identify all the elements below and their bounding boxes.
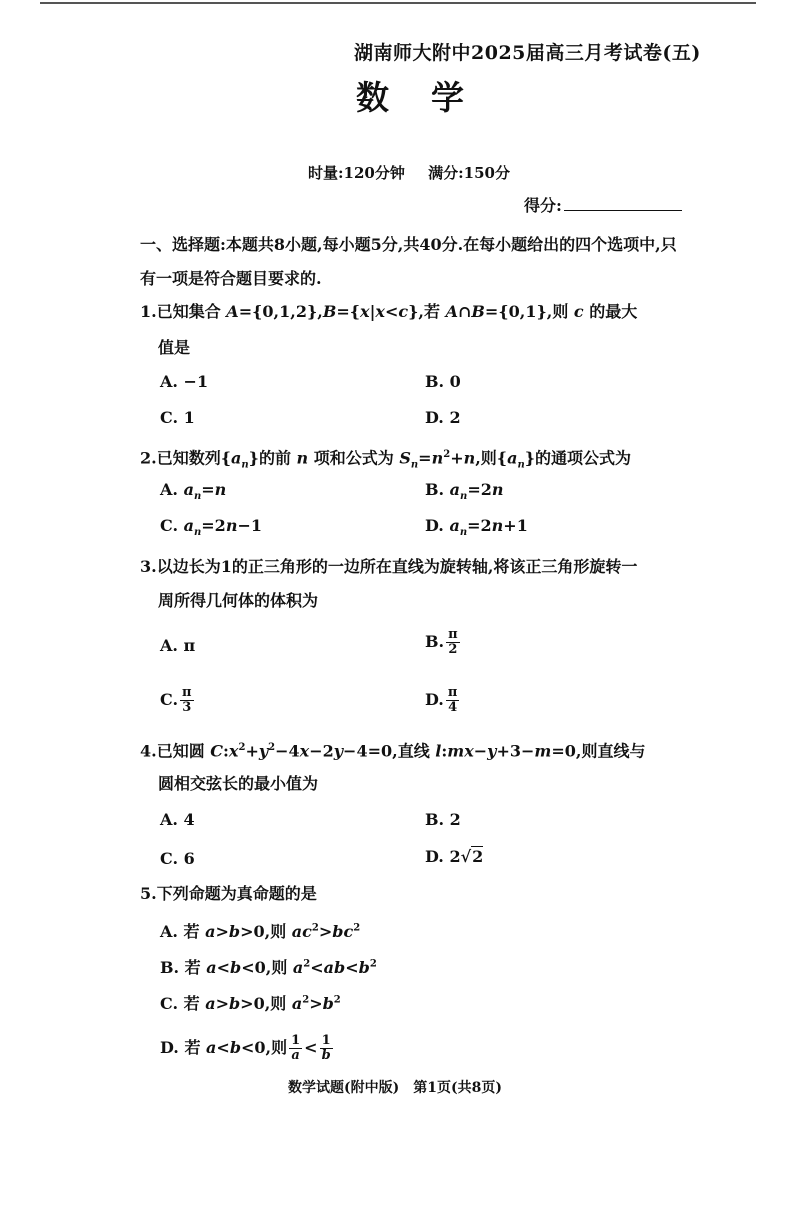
score-blank-line: [564, 196, 682, 211]
question-5: [140, 876, 317, 912]
question-1-line2: 值是: [158, 338, 191, 357]
q3-option-d: D. $\frac{\pi}{4}$: [425, 685, 458, 715]
footer-subject: 数学试题(附中版): [288, 1080, 400, 1096]
page-footer: [288, 1077, 516, 1097]
question-1: 1.已知集合 A={0,1,2},B={x|x<c},若 A∩B={0,1},则 c 的最大: [140, 302, 638, 321]
q4-option-d: D. 2√2: [425, 847, 484, 866]
subject-title: 数学: [356, 78, 506, 117]
q4-option-a: A. 4: [160, 810, 195, 829]
section-instructions: 一、选择题:本题共8小题,每小题5分,共40分.在每小题给出的四个选项中,只有一项是符合题目要求的.: [140, 235, 677, 288]
question-number: 3.: [140, 557, 157, 576]
question-text: 以边长为1的正三角形的一边所在直线为旋转轴,将该正三角形旋转一: [156, 557, 638, 576]
school-exam-title: 湖南师大附中2025届高三月考试卷(五): [354, 42, 701, 64]
question-3: [140, 549, 637, 585]
question-4-line2: 圆相交弦长的最小值为: [158, 774, 319, 793]
q3-option-a: A. π: [160, 636, 196, 655]
top-border-line: [40, 2, 756, 4]
question-number: 4.: [140, 741, 157, 761]
question-3-line2: 周所得几何体的体积为: [158, 591, 319, 610]
q2-option-a: A. $a_n=n$: [160, 480, 227, 503]
q1-option-a: A. −1: [160, 372, 209, 391]
footer-page-number: 第1页(共8页): [413, 1080, 502, 1096]
q3-option-b: B. $\frac{\pi}{2}$: [425, 627, 458, 657]
full-score: 满分:150分: [428, 164, 510, 182]
question-number: 2.: [140, 448, 157, 468]
score-label: 得分:: [524, 196, 562, 215]
question-text: 已知集合: [156, 302, 221, 321]
question-number: 5.: [140, 884, 157, 903]
q4-option-c: C. 6: [160, 849, 195, 868]
question-text: 下列命题为真命题的是: [156, 884, 317, 903]
q2-option-d: D. $a_n=2n+1$: [425, 516, 528, 539]
q1-option-d: D. 2: [425, 408, 461, 427]
q5-option-b: B. 若 a<b<0,则 $a^2<ab<b^2$: [160, 958, 377, 977]
question-2: 2.已知数列$\{a_n\}$的前 n 项和公式为 $S_n=n^2+n$,则$\{a_n\}$的通项公式为: [140, 448, 632, 471]
q1-option-b: B. 0: [425, 372, 461, 391]
q4-option-b: B. 2: [425, 810, 461, 829]
q3-option-c: C. $\frac{\pi}{3}$: [160, 685, 192, 715]
question-number: 1.: [140, 302, 157, 321]
q5-option-a: A. 若 a>b>0,则 $ac^2>bc^2$: [160, 922, 361, 941]
q2-option-c: C. $a_n=2n-1$: [160, 516, 262, 539]
score-field: [524, 193, 682, 216]
exam-info: [308, 162, 528, 183]
q2-option-b: B. $a_n=2n$: [425, 480, 504, 503]
question-4: 4.已知圆 $C:x^2+y^2-4x-2y-4=0$,直线 l:mx−y+3−m=0,则直线与: [140, 741, 646, 761]
time-limit: 时量:120分钟: [308, 164, 405, 182]
q5-option-c: C. 若 a>b>0,则 $a^2>b^2$: [160, 994, 341, 1013]
q1-option-c: C. 1: [160, 408, 195, 427]
q5-option-d: D. 若 a<b<0,则 $\frac{1}{a}$ < $\frac{1}{b}$: [160, 1033, 331, 1063]
